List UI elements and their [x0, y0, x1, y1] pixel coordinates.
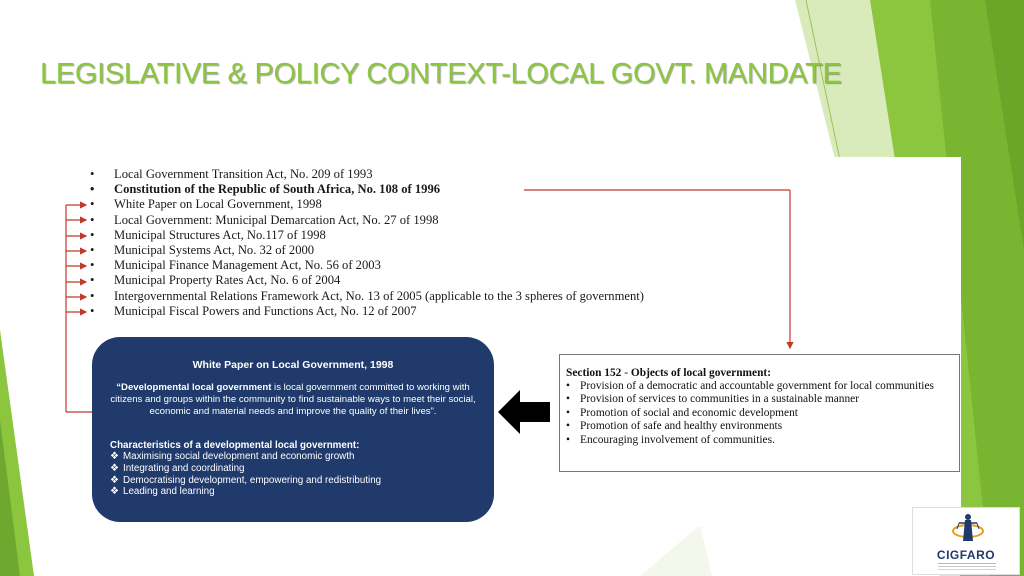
logo-subtitle-lines [938, 563, 996, 564]
list-item: • Provision of a democratic and accountable government for local communities [566, 380, 934, 392]
list-item: • Municipal Finance Management Act, No. 56 of 2003 [90, 258, 381, 273]
list-item: • White Paper on Local Government, 1998 [90, 197, 322, 212]
left-arrow-icon [498, 390, 550, 434]
list-item: • Promotion of social and economic development [566, 406, 798, 419]
cigfaro-logo [912, 507, 1020, 575]
list-item: • Municipal Systems Act, No. 32 of 2000 [90, 242, 315, 257]
list-item: • Intergovernmental Relations Framework Act, No. 13 of 2005 (applicable to the 3 spheres of government) [90, 288, 644, 303]
list-item: • Local Government Transition Act, No. 209 of 1993 [90, 167, 373, 181]
developmental-definition: “Developmental local government is local government committed to working with citizens and groups within the community to find sustainable ways to meet their social, economic and material needs and improve the quality of their lives”. [110, 382, 476, 417]
white-paper-title: White Paper on Local Government, 1998 [192, 359, 394, 371]
list-item: • Municipal Structures Act, No.117 of 1998 [90, 227, 326, 242]
emblem-icon [951, 511, 985, 545]
objects-list [566, 380, 951, 447]
list-item: ❖ Democratising development, empowering and redistributing [110, 474, 382, 486]
characteristics-list [110, 451, 381, 498]
logo-wordmark: CIGFARO [936, 548, 996, 562]
list-item: ❖ Integrating and coordinating [110, 462, 245, 474]
characteristics-heading: Characteristics of a developmental local government: [110, 440, 360, 451]
section-152-title: Section 152 - Objects of local government: [566, 367, 772, 379]
slide-title: LEGISLATIVE & POLICY CONTEXT-LOCAL GOVT. MANDATE [40, 58, 842, 90]
list-item: ❖ Leading and learning [110, 486, 215, 498]
acts-list [90, 167, 644, 319]
list-item: • Encouraging involvement of communities. [566, 433, 775, 446]
list-item: • Municipal Fiscal Powers and Functions Act, No. 12 of 2007 [90, 303, 417, 318]
white-paper-box [92, 337, 494, 522]
list-item: • Local Government: Municipal Demarcation Act, No. 27 of 1998 [90, 212, 439, 227]
section-152-box [559, 354, 960, 472]
list-item: • Constitution of the Republic of South Africa, No. 108 of 1996 [90, 182, 441, 197]
list-item: ❖ Maximising social development and economic growth [110, 451, 355, 462]
list-item: • Provision of services to communities in a sustainable manner [566, 393, 860, 406]
list-item: • Municipal Property Rates Act, No. 6 of 2004 [90, 273, 341, 288]
list-item: • Promotion of safe and healthy environments [566, 420, 783, 433]
